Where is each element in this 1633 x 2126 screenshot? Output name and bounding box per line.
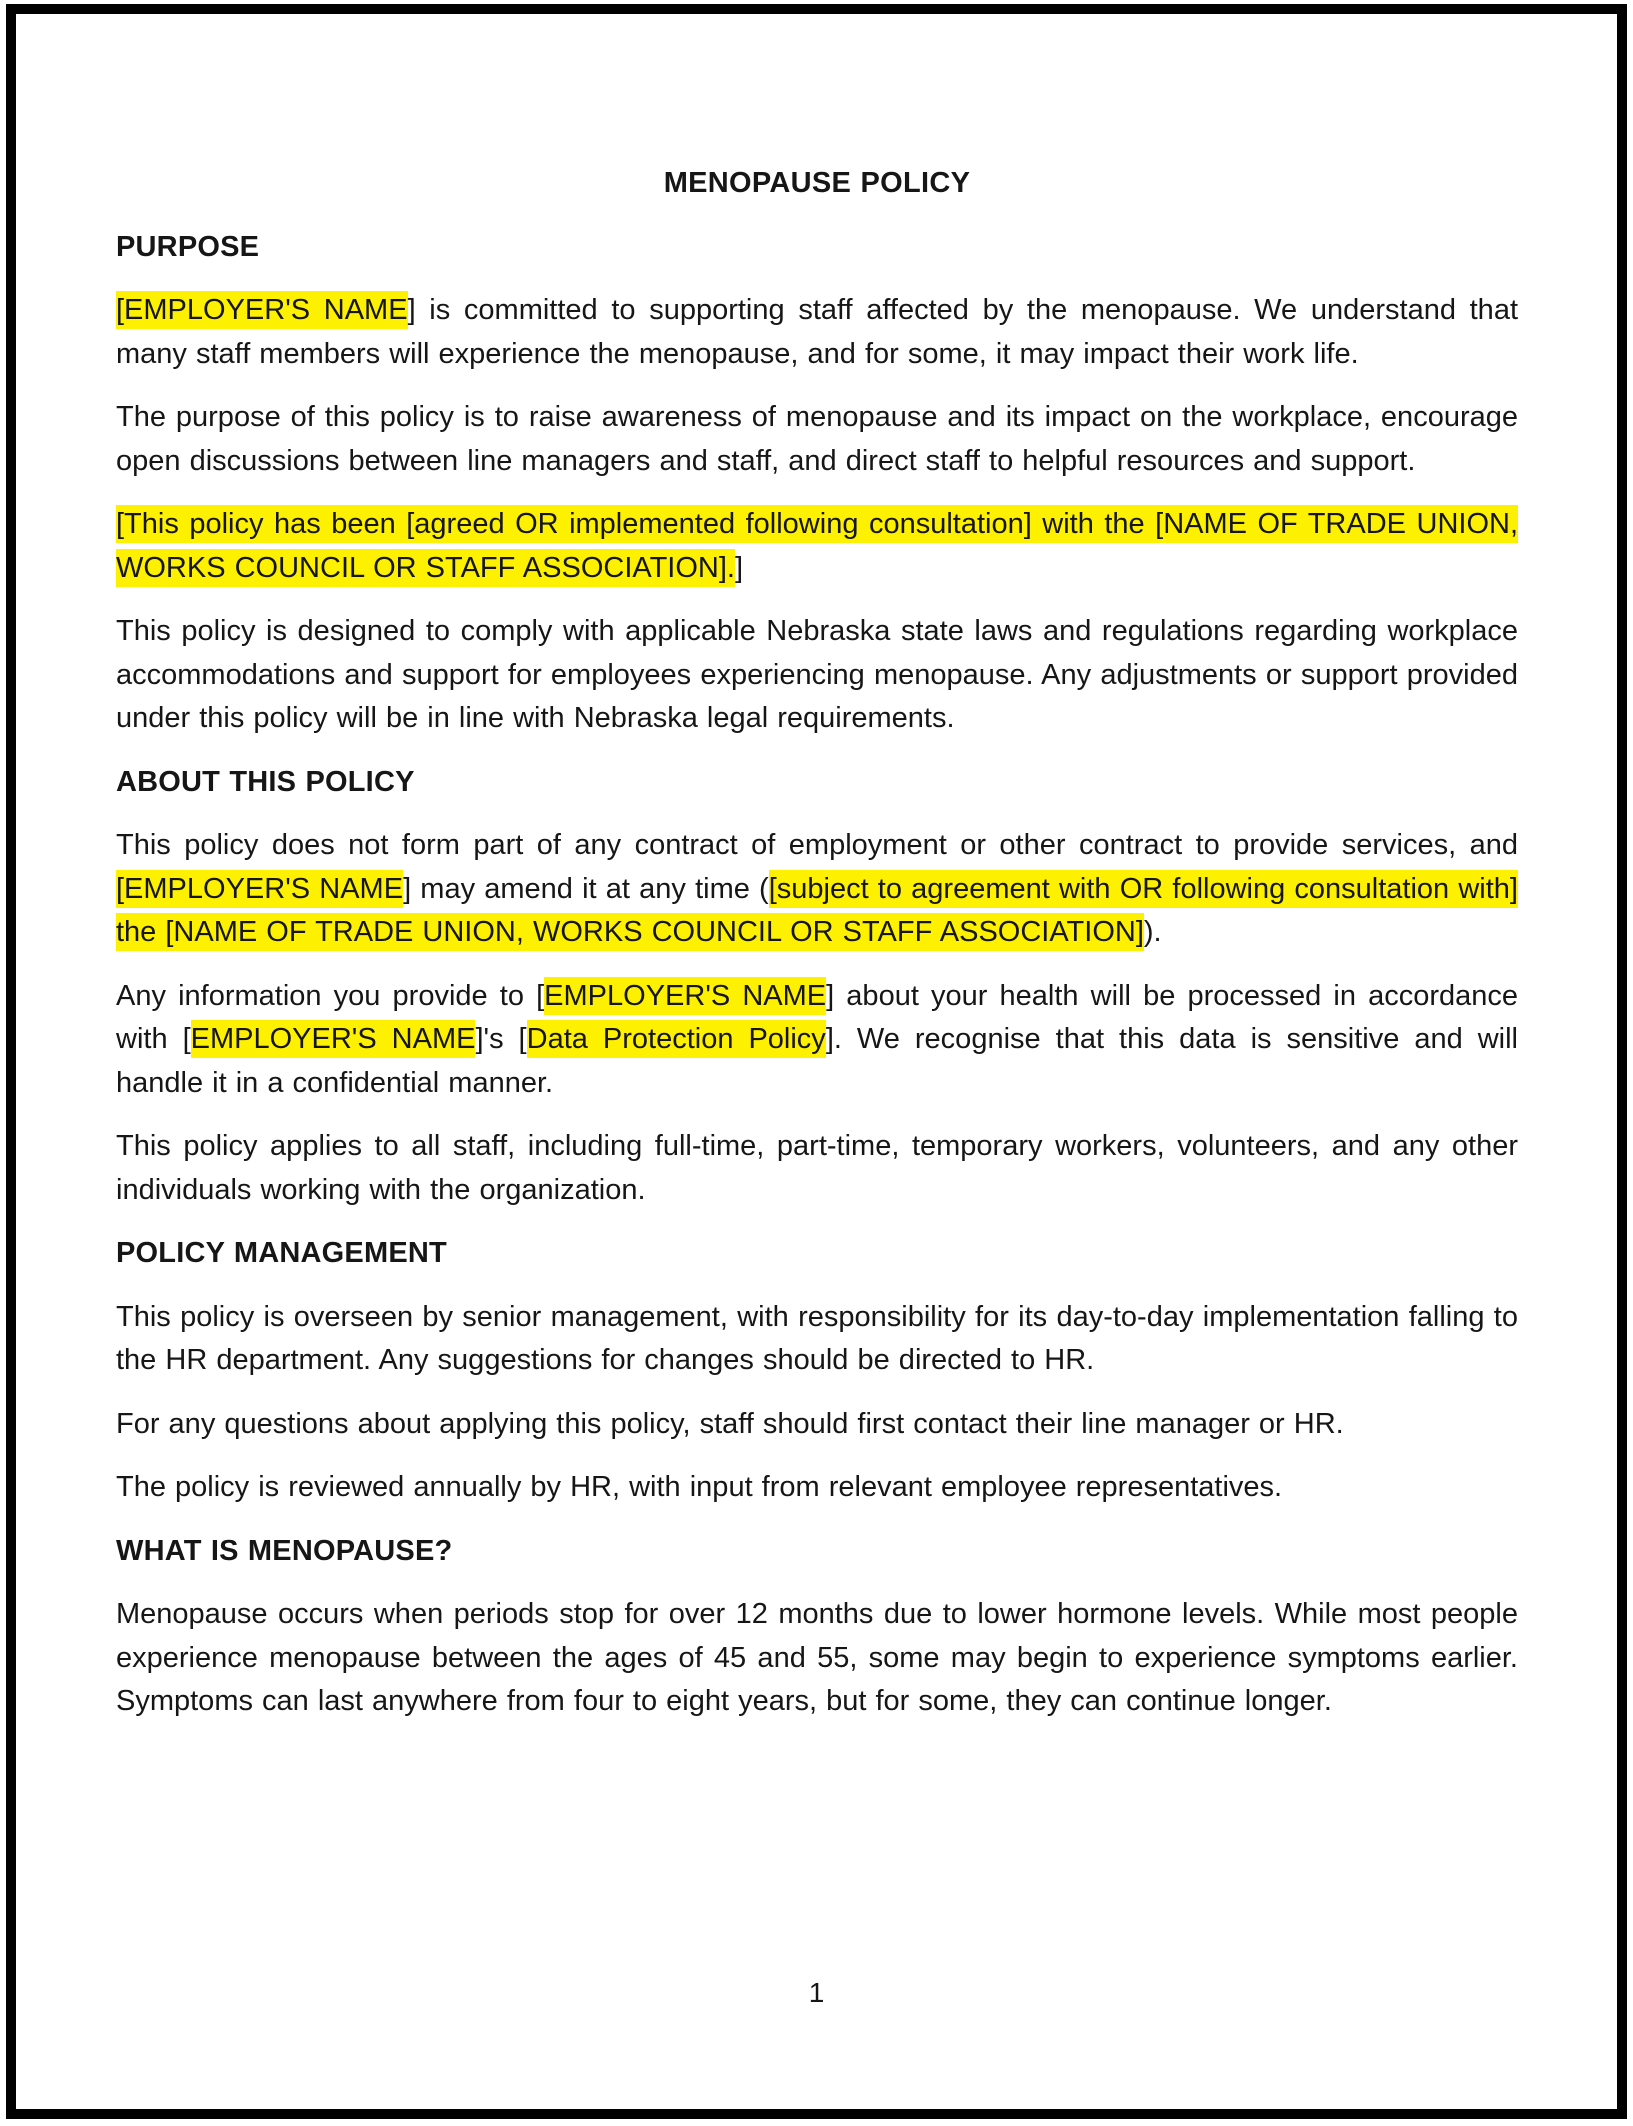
section-heading <box>116 1232 1518 1276</box>
text-run: ] about your health will be processed in accordance with [ <box>116 979 1519 1055</box>
document-page <box>6 4 1627 2119</box>
page-number: 1 <box>808 1977 825 2008</box>
highlighted-text: EMPLOYER'S NAME <box>544 977 826 1015</box>
highlighted-text: [This policy has been [agreed OR implemented following consultation] with the [NAME OF TRADE UNION, WORKS COUNCIL OR STAFF ASSOCIATION]. <box>116 505 1518 587</box>
paragraph <box>116 1403 1518 1447</box>
highlighted-text: [subject to agreement with OR following consultation with] the [NAME OF TRADE UNION, WORKS COUNCIL OR STAFF ASSOCIATION] <box>116 870 1518 952</box>
paragraph <box>116 1466 1518 1510</box>
text-run: This policy is designed to comply with applicable Nebraska state laws and regulations regarding workplace accommodations and support for employees experiencing menopause. Any adjustments or support provided under this policy will be in line with Nebraska legal requirements. <box>116 615 1518 734</box>
text-run: ] may amend it at any time ( <box>403 872 769 905</box>
paragraph <box>116 1125 1518 1212</box>
section-heading <box>116 1530 1518 1574</box>
paragraph <box>116 396 1518 483</box>
paragraph <box>116 824 1518 955</box>
document-title <box>116 162 1518 206</box>
text-run: ]'s [ <box>475 1023 527 1055</box>
text-run: ]. We recognise that this data is sensitive and will handle it in a confidential manner. <box>116 1023 1518 1099</box>
highlighted-text: [EMPLOYER'S NAME <box>116 870 403 908</box>
paragraph <box>116 289 1518 376</box>
highlighted-text: [EMPLOYER'S NAME <box>116 291 408 329</box>
paragraph <box>116 975 1518 1106</box>
text-run: ] is committed to supporting staff affected by the menopause. We understand that many staff members will experience the menopause, and for some, it may impact their work life. <box>116 294 1518 370</box>
paragraph <box>116 503 1518 590</box>
paragraph <box>116 1593 1518 1724</box>
text-run: The purpose of this policy is to raise awareness of menopause and its impact on the workplace, encourage open discussions between line managers and staff, and direct staff to helpful resources and support. <box>116 401 1518 477</box>
text-run: The policy is reviewed annually by HR, with input from relevant employee representatives. <box>116 1471 1283 1503</box>
text-run: This policy is overseen by senior management, with responsibility for its day-to-day implementation falling to the HR department. Any suggestions for changes should be directed to HR. <box>116 1300 1518 1376</box>
highlighted-text: Data Protection Policy <box>527 1020 826 1058</box>
text-run: ). <box>1143 916 1162 948</box>
text-run: For any questions about applying this policy, staff should first contact their line manager or HR. <box>116 1407 1344 1440</box>
text-run: Menopause occurs when periods stop for over 12 months due to lower hormone levels. While most people experience menopause between the ages of 45 and 55, some may begin to experience symptoms earlier. Symptoms can last anywhere from four to eight years, but for some, they can continue longer. <box>116 1598 1518 1717</box>
text-run: Any information you provide to [ <box>116 979 545 1012</box>
section-heading <box>116 761 1518 805</box>
text-run: ] <box>734 551 744 584</box>
highlighted-text: EMPLOYER'S NAME <box>191 1020 476 1058</box>
text-run: This policy does not form part of any contract of employment or other contract to provide services, and <box>116 829 1518 861</box>
text-run: ABOUT THIS POLICY <box>116 765 415 798</box>
text-run: WHAT IS MENOPAUSE? <box>116 1534 453 1567</box>
text-run: This policy applies to all staff, including full-time, part-time, temporary workers, volunteers, and any other individuals working with the organization. <box>116 1130 1518 1206</box>
section-heading <box>116 226 1518 270</box>
text-run: MENOPAUSE POLICY <box>663 167 971 199</box>
text-run: POLICY MANAGEMENT <box>116 1237 447 1269</box>
text-run: PURPOSE <box>116 230 260 263</box>
paragraph <box>116 1296 1518 1383</box>
paragraph <box>116 610 1518 741</box>
document-content <box>16 14 1617 1724</box>
